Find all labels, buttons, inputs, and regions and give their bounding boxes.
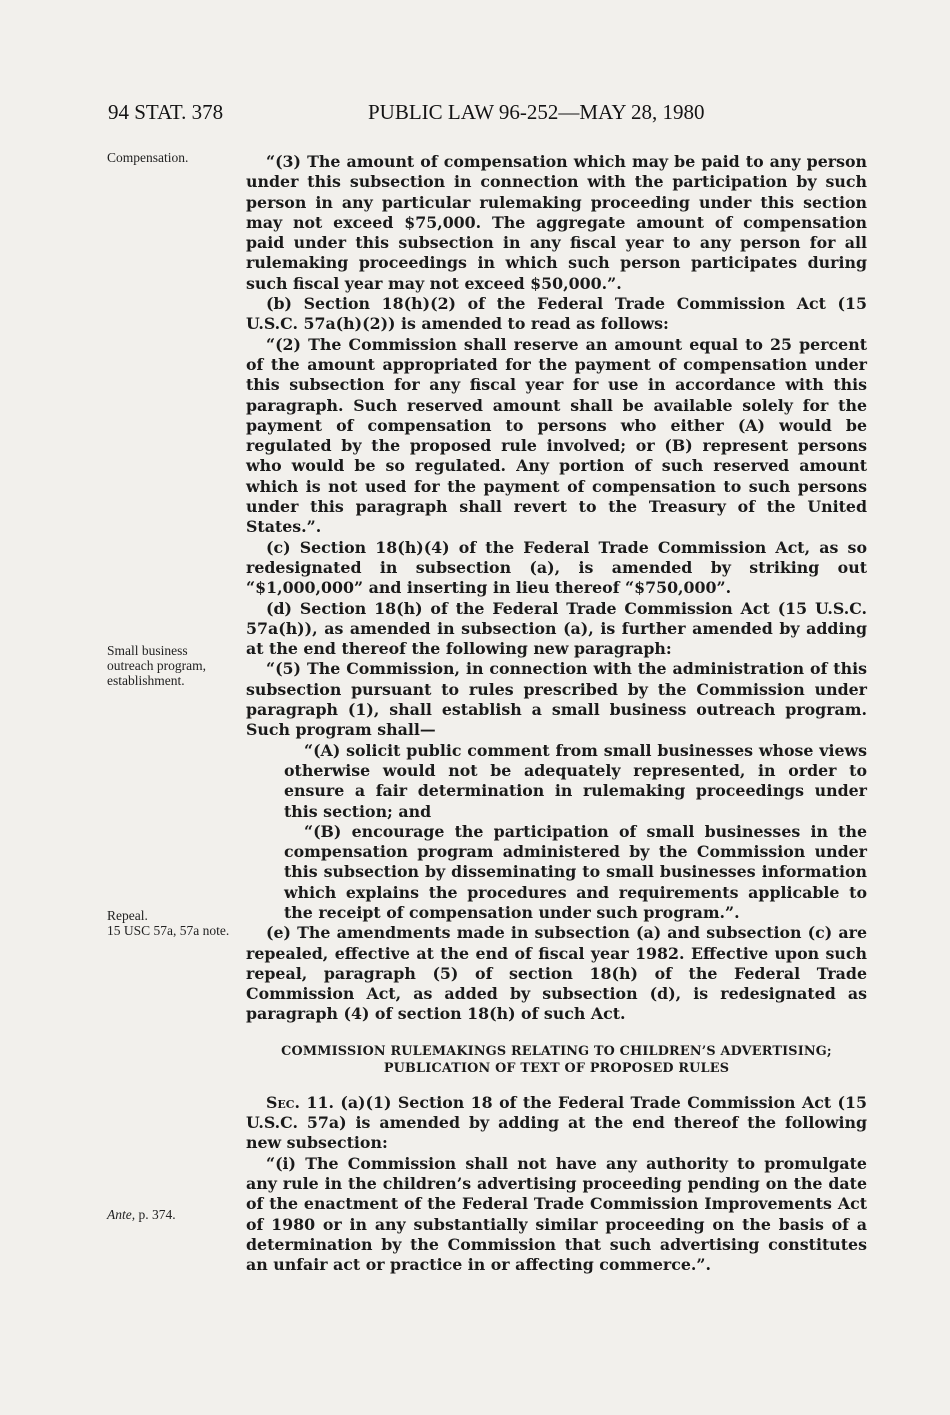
- section-11: [246, 1093, 867, 1154]
- subsection-c: (c) Section 18(h)(4) of the Federal Trade Commission Act, as so redesignated in subsection (a), is amended by striking out “$1,000,000” and inserting in lieu thereof “$750,000”.: [246, 537, 867, 598]
- margin-note-compensation: Compensation.: [107, 150, 189, 165]
- subparagraph-a: “(A) solicit public comment from small businesses whose views otherwise would not be adequately represented, in order to ensure a fair determination in rulemaking proceedings under this section; and: [284, 740, 867, 821]
- subsection-b: (b) Section 18(h)(2) of the Federal Trade Commission Act (15 U.S.C. 57a(h)(2)) is amended to read as follows:: [246, 294, 867, 334]
- paragraph-3: “(3) The amount of compensation which may be paid to any person under this subsection in connection with the participation by such person in any particular rulemaking proceeding under this section may not exceed $75,000. The aggregate amount of compensation paid under this subsection in any fiscal year to any person for all rulemaking proceedings in which such person participates during such fiscal year may not exceed $50,000.”.: [246, 152, 867, 293]
- public-law-title: PUBLIC LAW 96-252—MAY 28, 1980: [368, 100, 705, 124]
- margin-note-small-business: Small business outreach program, establishment.: [107, 643, 206, 688]
- margin-note-repeal-citation: 15 USC 57a, 57a note.: [107, 923, 230, 938]
- statute-page-number: 94 STAT. 378: [108, 100, 224, 124]
- subparagraph-b: “(B) encourage the participation of small businesses in the compensation program administered by the Commission under this subsection by disseminating to small businesses information which explains the procedures and requirements applicable to the receipt of compensation under such program.”.: [284, 821, 867, 922]
- subsection-i: “(i) The Commission shall not have any authority to promulgate any rule in the children’s advertising proceeding pending on the date of the enactment of the Federal Trade Commission Improvements Act of 1980 or in any substantially similar proceeding on the basis of a determination by the Commission that such advertising constitutes an unfair act or practice in or affecting commerce.”.: [246, 1153, 867, 1275]
- margin-note-repeal-title: Repeal.: [107, 908, 148, 923]
- section-11-text: 11. (a)(1) Section 18 of the Federal Trade Commission Act (15 U.S.C. 57a) is amended by adding at the end thereof the following new subsection:: [246, 1092, 867, 1153]
- page-header: [108, 100, 870, 128]
- subsection-d: (d) Section 18(h) of the Federal Trade Commission Act (15 U.S.C. 57a(h)), as amended in subsection (a), is further amended by adding at the end thereof the following new paragraph:: [246, 598, 867, 659]
- subsection-e: (e) The amendments made in subsection (a) and subsection (c) are repealed, effective at the end of fiscal year 1982. Effective upon such repeal, paragraph (5) of section 18(h) of the Federal Trade Commission Act, as added by subsection (d), is redesignated as paragraph (4) of section 18(h) of such Act.: [246, 923, 867, 1024]
- section-heading-line-1: COMMISSION RULEMAKINGS RELATING TO CHILDREN’S ADVERTISING;: [281, 1043, 832, 1059]
- paragraph-2: “(2) The Commission shall reserve an amount equal to 25 percent of the amount appropriated for the payment of compensation under this subsection for any fiscal year for use in accordance with this paragraph. Such reserved amount shall be available solely for the payment of compensation to persons who either (A) would be regulated by the proposed rule involved; or (B) represent persons who would be so regulated. Any portion of such reserved amount which is not used for the payment of compensation to such persons under this paragraph shall revert to the Treasury of the United States.”.: [246, 334, 867, 537]
- document-body: [246, 152, 867, 1275]
- section-heading: [246, 1043, 867, 1077]
- margin-note-ante-italic: Ante,: [107, 1207, 136, 1222]
- margin-note-ante-page: p. 374.: [138, 1207, 176, 1222]
- paragraph-5: “(5) The Commission, in connection with the administration of this subsection pursuant to rules prescribed by the Commission under paragraph (1), shall establish a small business outreach program. Such program shall—: [246, 659, 867, 740]
- section-11-label: Sec.: [266, 1092, 301, 1112]
- margin-note-ante: [107, 1207, 232, 1222]
- section-heading-line-2: PUBLICATION OF TEXT OF PROPOSED RULES: [383, 1060, 730, 1076]
- margin-note-repeal: [107, 908, 232, 938]
